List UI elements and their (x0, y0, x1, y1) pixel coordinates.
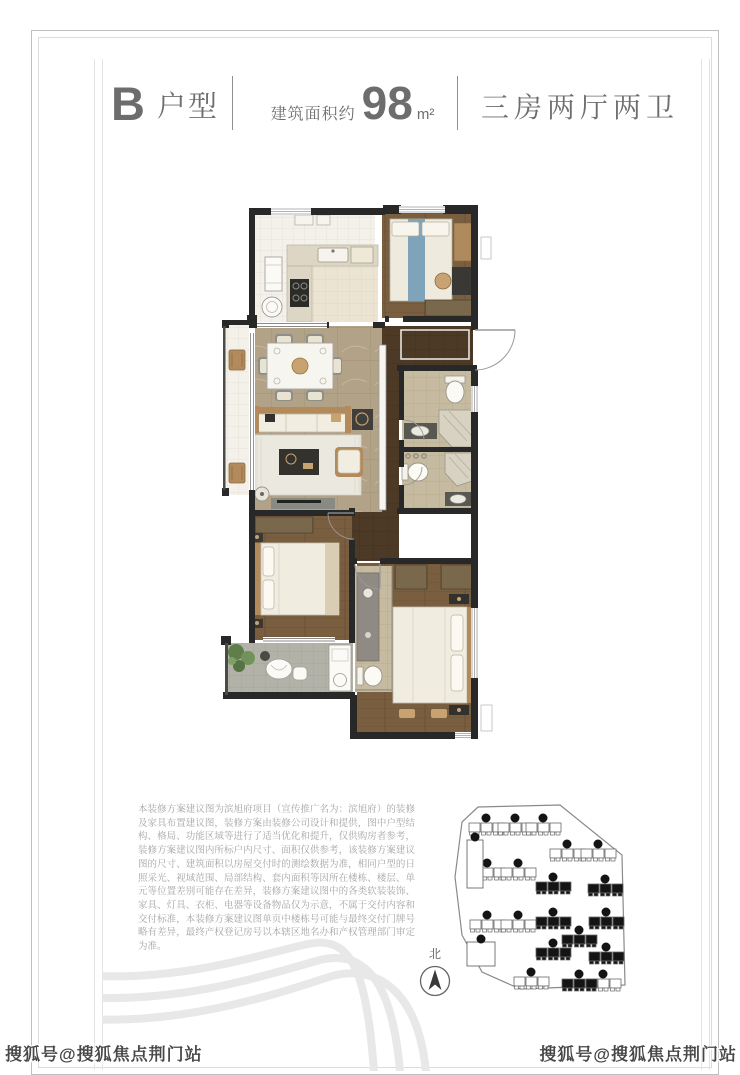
coffee-table (279, 449, 319, 475)
building-number-badge (527, 968, 536, 977)
inner-panel-line-right-a (701, 59, 702, 1070)
bed-stool-2 (431, 709, 447, 718)
area-label: 建筑面积约 (270, 106, 356, 123)
hallway-lower-floor (352, 505, 399, 561)
building-number-badge (514, 911, 523, 920)
washing-machine (262, 297, 282, 317)
disclaimer-text: 本装修方案建议图为滨旭府项目（宣传推广名为：滨旭府）的装修及家具布置建议图，装修方案由装修公司设计和提供，图中户型结构、格局、功能区域等进行了适当优化和提升，仅供购房者参考，装修方案建议图内所标户内尺寸、面积仅供参考，该装修方案建议图的尺寸、建筑面积以房屋交付时的测绘数据为准，相同户型的日照采光、视域范围、局部结构、套内面积等因所在楼栋、楼层、单元等位置差别可能存在差异，装修方案建议图中的各类软装装饰、家具、灯具、衣柜、电器等设备物品仅为示意，不属于交付内容和交付标准，本装修方案建议图单页中楼栋号可能与最终交付门牌号略有差异，最终产权登记房号以本辖区地名办和产权管理部门审定为准。 (138, 804, 415, 953)
watermark-bottom-left: 搜狐号@搜狐焦点荆门站 (5, 1045, 203, 1064)
building-number-badge (471, 833, 480, 842)
balcony-small-table (260, 651, 270, 661)
building-number-badge (539, 814, 548, 823)
building-number-badge (482, 814, 491, 823)
building (467, 833, 483, 889)
toilet-1 (446, 381, 464, 403)
kitchen-fridge (351, 247, 373, 263)
master-wardrobe-1 (395, 565, 427, 589)
header-divider-1 (232, 76, 233, 130)
building-number-badge (483, 911, 492, 920)
inner-panel-line-left-b (102, 59, 103, 1070)
building-number-badge (602, 943, 611, 952)
ac-platform-bottom (481, 705, 492, 731)
area-value: 98 (361, 77, 413, 129)
compass-icon (418, 964, 452, 998)
entry-door-swing (475, 330, 515, 370)
header-divider-2 (457, 76, 458, 130)
bed-stool-1 (399, 709, 415, 718)
building-number-badge (599, 970, 608, 979)
bedroom-b-headboard (255, 543, 261, 615)
tv (277, 500, 321, 503)
building-number-badge (483, 859, 492, 868)
laundry-cabinet (265, 257, 282, 291)
area-spec (250, 76, 455, 130)
inner-panel-line-right-b (709, 59, 710, 1070)
site-plan (445, 782, 680, 1017)
building-number-badge (602, 908, 611, 917)
building-number-badge (477, 935, 486, 944)
inner-panel-line-left-a (94, 59, 95, 1070)
floor-plan (205, 195, 535, 755)
balcony-chair-1 (229, 350, 245, 370)
room-layout-label: 三房两厅两卫 (481, 92, 680, 123)
toilet-3 (364, 666, 382, 686)
compass-north-label: 北 (428, 947, 441, 961)
bedroom-a-wardrobe (425, 300, 473, 316)
lounge-chair (266, 659, 292, 679)
side-table (352, 409, 373, 430)
bed-throw (325, 543, 339, 615)
building-number-badge (575, 926, 584, 935)
bedroom-a-shelf (454, 223, 472, 261)
unit-type-title (111, 76, 219, 131)
master-wardrobe-2 (441, 565, 475, 589)
unit-type-suffix: 户型 (156, 91, 219, 123)
area-unit: m² (416, 106, 435, 123)
building-number-badge (549, 939, 558, 948)
building-number-badge (594, 840, 603, 849)
unit-type-letter: B (111, 77, 146, 130)
tv-console (271, 498, 335, 509)
bedroom-b-wardrobe (255, 517, 313, 533)
bedroom-a-desk (452, 267, 472, 295)
building-number-badge (549, 908, 558, 917)
kitchen-stove (290, 279, 309, 307)
balcony-chair-2 (229, 463, 245, 483)
building-number-badge (514, 859, 523, 868)
watermark-bottom-right: 搜狐号@搜狐焦点荆门站 (539, 1045, 737, 1064)
building-number-badge (601, 875, 610, 884)
desk-chair (435, 273, 451, 289)
building-number-badge (563, 840, 572, 849)
living-hallway-partition (379, 345, 386, 510)
compass (413, 945, 457, 1003)
building-number-badge (511, 814, 520, 823)
ac-platform-top (481, 237, 491, 259)
building-number-badge (575, 970, 584, 979)
building-number-badge (549, 873, 558, 882)
